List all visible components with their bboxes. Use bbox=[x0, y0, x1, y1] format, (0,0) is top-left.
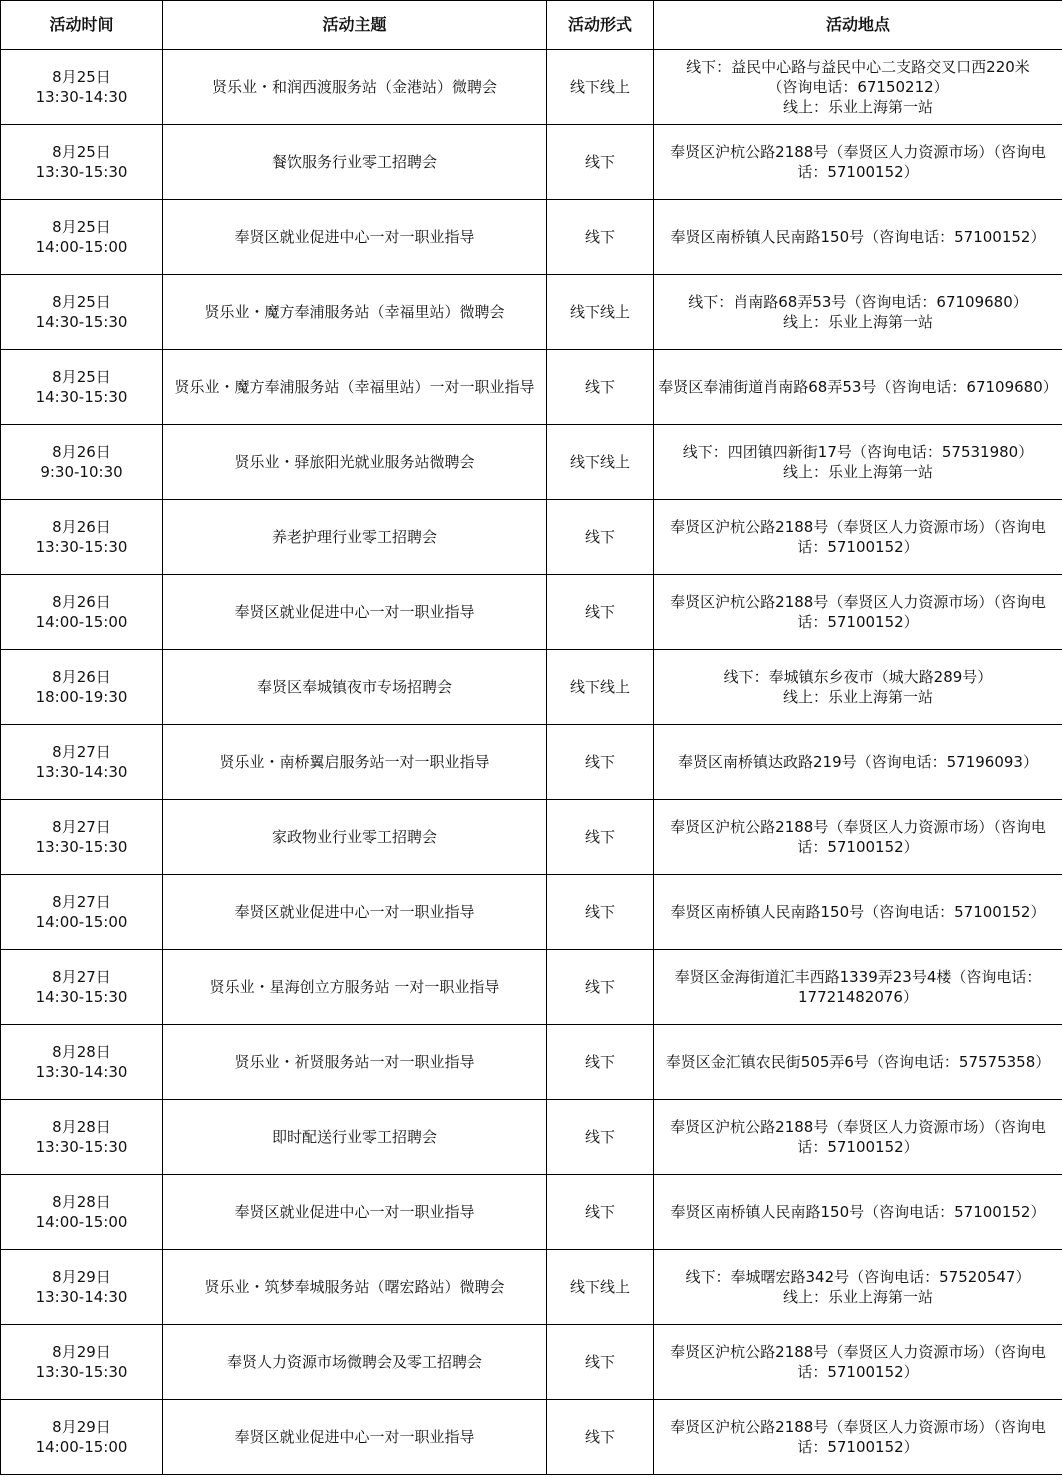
header-row bbox=[1, 1, 1062, 50]
cell-time bbox=[1, 350, 163, 425]
cell-time bbox=[1, 1025, 163, 1100]
table-row bbox=[1, 50, 1062, 125]
cell-time bbox=[1, 200, 163, 275]
cell-place: 线下：益民中心路与益民中心二支路交叉口西220米 （咨询电话：67150212） 线上：乐业上海第一站 bbox=[654, 50, 1062, 125]
cell-time bbox=[1, 575, 163, 650]
cell-form: 线下 bbox=[547, 1400, 654, 1475]
table-row bbox=[1, 800, 1062, 875]
cell-place: 奉贤区南桥镇人民南路150号（咨询电话：57100152） bbox=[654, 200, 1062, 275]
table-body bbox=[1, 50, 1062, 1475]
cell-form: 线下 bbox=[547, 1100, 654, 1175]
activity-date: 8月29日 bbox=[52, 1418, 111, 1436]
table-header bbox=[1, 1, 1062, 50]
activity-date: 8月27日 bbox=[52, 743, 111, 761]
cell-topic: 奉贤人力资源市场微聘会及零工招聘会 bbox=[163, 1325, 547, 1400]
activity-time-range: 9:30-10:30 bbox=[40, 463, 123, 481]
cell-form: 线下 bbox=[547, 1175, 654, 1250]
activity-date: 8月28日 bbox=[52, 1193, 111, 1211]
cell-place: 奉贤区南桥镇达政路219号（咨询电话：57196093） bbox=[654, 725, 1062, 800]
activity-time-range: 13:30-15:30 bbox=[35, 163, 128, 181]
cell-topic: 奉贤区奉城镇夜市专场招聘会 bbox=[163, 650, 547, 725]
cell-place: 奉贤区南桥镇人民南路150号（咨询电话：57100152） bbox=[654, 1175, 1062, 1250]
table-row bbox=[1, 650, 1062, 725]
activity-time-range: 14:30-15:30 bbox=[35, 313, 128, 331]
cell-time bbox=[1, 725, 163, 800]
cell-place: 奉贤区奉浦街道肖南路68弄53号（咨询电话：67109680） bbox=[654, 350, 1062, 425]
cell-form: 线下线上 bbox=[547, 1250, 654, 1325]
activity-date: 8月28日 bbox=[52, 1043, 111, 1061]
activity-time-range: 13:30-15:30 bbox=[35, 1363, 128, 1381]
activity-date: 8月29日 bbox=[52, 1268, 111, 1286]
activity-date: 8月25日 bbox=[52, 218, 111, 236]
cell-form: 线下线上 bbox=[547, 50, 654, 125]
cell-place: 线下：四团镇四新街17号（咨询电话：57531980） 线上：乐业上海第一站 bbox=[654, 425, 1062, 500]
cell-form: 线下 bbox=[547, 575, 654, 650]
cell-form: 线下 bbox=[547, 950, 654, 1025]
table-row bbox=[1, 125, 1062, 200]
table-row bbox=[1, 575, 1062, 650]
activity-time-range: 13:30-14:30 bbox=[35, 763, 128, 781]
table-row bbox=[1, 1250, 1062, 1325]
cell-time bbox=[1, 1325, 163, 1400]
table-row bbox=[1, 950, 1062, 1025]
cell-form: 线下 bbox=[547, 350, 654, 425]
activity-date: 8月25日 bbox=[52, 293, 111, 311]
cell-topic: 奉贤区就业促进中心一对一职业指导 bbox=[163, 1400, 547, 1475]
activity-date: 8月29日 bbox=[52, 1343, 111, 1361]
activity-time-range: 13:30-15:30 bbox=[35, 1138, 128, 1156]
cell-topic: 贤乐业・筑梦奉城服务站（曙宏路站）微聘会 bbox=[163, 1250, 547, 1325]
cell-topic: 贤乐业・和润西渡服务站（金港站）微聘会 bbox=[163, 50, 547, 125]
cell-place: 奉贤区沪杭公路2188号（奉贤区人力资源市场）（咨询电话：57100152） bbox=[654, 1400, 1062, 1475]
cell-form: 线下 bbox=[547, 200, 654, 275]
activity-time-range: 18:00-19:30 bbox=[35, 688, 128, 706]
activity-date: 8月25日 bbox=[52, 143, 111, 161]
cell-topic: 贤乐业・驿旅阳光就业服务站微聘会 bbox=[163, 425, 547, 500]
activity-time-range: 14:00-15:00 bbox=[35, 1213, 128, 1231]
cell-form: 线下 bbox=[547, 875, 654, 950]
cell-form: 线下 bbox=[547, 500, 654, 575]
cell-place: 奉贤区沪杭公路2188号（奉贤区人力资源市场）（咨询电话：57100152） bbox=[654, 1100, 1062, 1175]
cell-time bbox=[1, 1175, 163, 1250]
table-row bbox=[1, 1175, 1062, 1250]
table-row bbox=[1, 1325, 1062, 1400]
cell-topic: 养老护理行业零工招聘会 bbox=[163, 500, 547, 575]
cell-place: 奉贤区南桥镇人民南路150号（咨询电话：57100152） bbox=[654, 875, 1062, 950]
cell-place: 奉贤区沪杭公路2188号（奉贤区人力资源市场）（咨询电话：57100152） bbox=[654, 800, 1062, 875]
cell-topic: 贤乐业・魔方奉浦服务站（幸福里站）微聘会 bbox=[163, 275, 547, 350]
activity-time-range: 14:30-15:30 bbox=[35, 388, 128, 406]
cell-topic: 餐饮服务行业零工招聘会 bbox=[163, 125, 547, 200]
header-time: 活动时间 bbox=[1, 1, 163, 50]
activity-time-range: 14:00-15:00 bbox=[35, 913, 128, 931]
activity-date: 8月25日 bbox=[52, 68, 111, 86]
cell-topic: 奉贤区就业促进中心一对一职业指导 bbox=[163, 875, 547, 950]
activity-time-range: 13:30-14:30 bbox=[35, 88, 128, 106]
activity-date: 8月26日 bbox=[52, 443, 111, 461]
cell-form: 线下线上 bbox=[547, 275, 654, 350]
activity-date: 8月25日 bbox=[52, 368, 111, 386]
activity-date: 8月26日 bbox=[52, 593, 111, 611]
activity-time-range: 14:00-15:00 bbox=[35, 238, 128, 256]
cell-place: 奉贤区沪杭公路2188号（奉贤区人力资源市场）（咨询电话：57100152） bbox=[654, 500, 1062, 575]
cell-form: 线下 bbox=[547, 800, 654, 875]
table-row bbox=[1, 1100, 1062, 1175]
table-row bbox=[1, 725, 1062, 800]
activity-time-range: 13:30-15:30 bbox=[35, 838, 128, 856]
cell-topic: 贤乐业・南桥翼启服务站一对一职业指导 bbox=[163, 725, 547, 800]
table-row bbox=[1, 1400, 1062, 1475]
cell-topic: 即时配送行业零工招聘会 bbox=[163, 1100, 547, 1175]
activity-time-range: 13:30-14:30 bbox=[35, 1288, 128, 1306]
cell-topic: 贤乐业・星海创立方服务站 一对一职业指导 bbox=[163, 950, 547, 1025]
cell-time bbox=[1, 425, 163, 500]
cell-topic: 奉贤区就业促进中心一对一职业指导 bbox=[163, 575, 547, 650]
cell-time bbox=[1, 275, 163, 350]
activity-time-range: 14:00-15:00 bbox=[35, 1438, 128, 1456]
cell-place: 线下：奉城镇东乡夜市（城大路289号） 线上：乐业上海第一站 bbox=[654, 650, 1062, 725]
cell-topic: 贤乐业・祈贤服务站一对一职业指导 bbox=[163, 1025, 547, 1100]
cell-place: 奉贤区沪杭公路2188号（奉贤区人力资源市场）（咨询电话：57100152） bbox=[654, 575, 1062, 650]
table-row bbox=[1, 275, 1062, 350]
cell-topic: 家政物业行业零工招聘会 bbox=[163, 800, 547, 875]
header-place: 活动地点 bbox=[654, 1, 1062, 50]
cell-time bbox=[1, 1100, 163, 1175]
table-row bbox=[1, 1025, 1062, 1100]
activity-time-range: 14:00-15:00 bbox=[35, 613, 128, 631]
header-form: 活动形式 bbox=[547, 1, 654, 50]
cell-place: 线下：肖南路68弄53号（咨询电话：67109680） 线上：乐业上海第一站 bbox=[654, 275, 1062, 350]
header-topic: 活动主题 bbox=[163, 1, 547, 50]
cell-topic: 奉贤区就业促进中心一对一职业指导 bbox=[163, 1175, 547, 1250]
cell-time bbox=[1, 800, 163, 875]
cell-form: 线下 bbox=[547, 725, 654, 800]
activity-time-range: 13:30-14:30 bbox=[35, 1063, 128, 1081]
cell-time bbox=[1, 125, 163, 200]
table-row bbox=[1, 500, 1062, 575]
cell-form: 线下线上 bbox=[547, 650, 654, 725]
activity-date: 8月27日 bbox=[52, 818, 111, 836]
cell-topic: 奉贤区就业促进中心一对一职业指导 bbox=[163, 200, 547, 275]
activity-date: 8月27日 bbox=[52, 968, 111, 986]
cell-form: 线下 bbox=[547, 1025, 654, 1100]
cell-time bbox=[1, 950, 163, 1025]
activity-date: 8月26日 bbox=[52, 518, 111, 536]
activity-date: 8月28日 bbox=[52, 1118, 111, 1136]
cell-time bbox=[1, 875, 163, 950]
cell-time bbox=[1, 500, 163, 575]
cell-time bbox=[1, 50, 163, 125]
activity-time-range: 13:30-15:30 bbox=[35, 538, 128, 556]
cell-form: 线下线上 bbox=[547, 425, 654, 500]
cell-time bbox=[1, 1400, 163, 1475]
table-row bbox=[1, 425, 1062, 500]
cell-time bbox=[1, 650, 163, 725]
cell-form: 线下 bbox=[547, 1325, 654, 1400]
cell-place: 线下：奉城曙宏路342号（咨询电话：57520547） 线上：乐业上海第一站 bbox=[654, 1250, 1062, 1325]
cell-form: 线下 bbox=[547, 125, 654, 200]
activity-date: 8月27日 bbox=[52, 893, 111, 911]
cell-place: 奉贤区沪杭公路2188号（奉贤区人力资源市场）（咨询电话：57100152） bbox=[654, 1325, 1062, 1400]
activity-date: 8月26日 bbox=[52, 668, 111, 686]
cell-place: 奉贤区沪杭公路2188号（奉贤区人力资源市场）（咨询电话：57100152） bbox=[654, 125, 1062, 200]
cell-time bbox=[1, 1250, 163, 1325]
table-row bbox=[1, 200, 1062, 275]
cell-place: 奉贤区金海街道汇丰西路1339弄23号4楼（咨询电话： 17721482076） bbox=[654, 950, 1062, 1025]
cell-topic: 贤乐业・魔方奉浦服务站（幸福里站）一对一职业指导 bbox=[163, 350, 547, 425]
activity-time-range: 14:30-15:30 bbox=[35, 988, 128, 1006]
table-row bbox=[1, 350, 1062, 425]
cell-place: 奉贤区金汇镇农民街505弄6号（咨询电话：57575358） bbox=[654, 1025, 1062, 1100]
table-row bbox=[1, 875, 1062, 950]
